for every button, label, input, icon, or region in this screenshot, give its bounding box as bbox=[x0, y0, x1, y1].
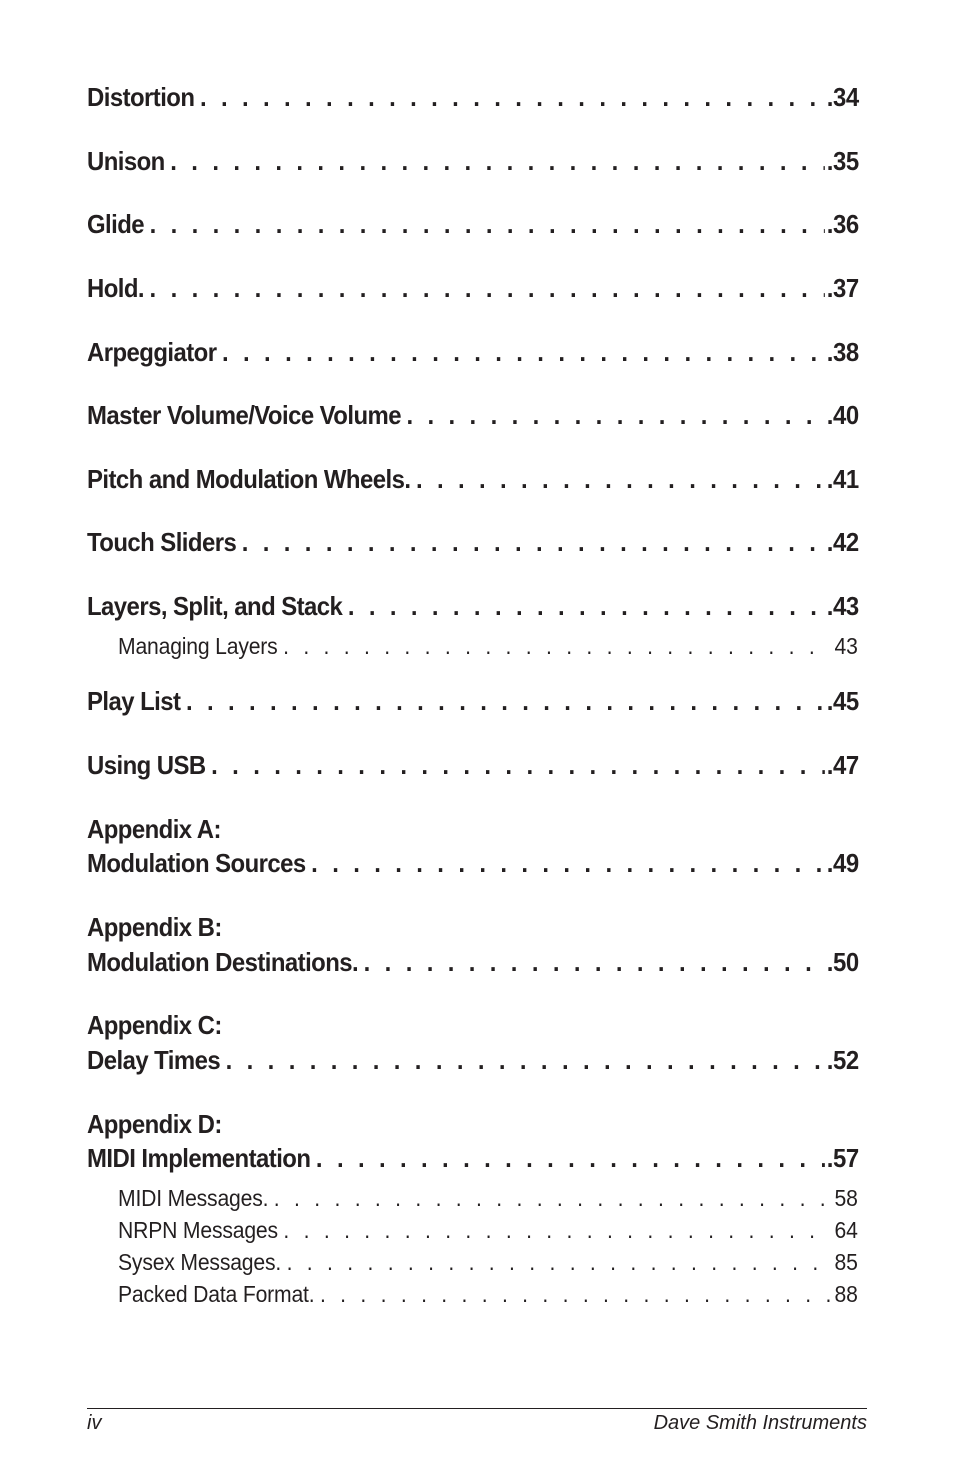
toc-entry-modulation-sources[interactable] bbox=[87, 846, 859, 880]
dot-leader bbox=[274, 1182, 831, 1214]
toc-entry-page: .37 bbox=[826, 273, 859, 303]
toc-subentry-page: 64 bbox=[834, 1217, 858, 1243]
toc-entry-pitch-mod-wheels[interactable] bbox=[87, 462, 859, 496]
toc-heading-appendix-c bbox=[87, 1008, 859, 1042]
dot-leader bbox=[316, 1141, 825, 1175]
toc-subentry-page: 88 bbox=[834, 1281, 858, 1307]
toc-entry-master-volume[interactable] bbox=[87, 398, 859, 432]
toc-entry-label: Delay Times bbox=[87, 1045, 221, 1075]
toc-subentry-managing-layers[interactable] bbox=[118, 630, 858, 662]
toc-subentry-page: 43 bbox=[834, 633, 858, 659]
dot-leader bbox=[348, 589, 825, 623]
appendix-heading: Appendix B: bbox=[87, 912, 222, 942]
toc-entry-label: Using USB bbox=[87, 750, 206, 780]
toc-subentry-sysex-messages[interactable] bbox=[118, 1246, 858, 1278]
toc-entry-label: Glide bbox=[87, 209, 145, 239]
toc-entry-page: .45 bbox=[826, 686, 859, 716]
toc-heading-appendix-d bbox=[87, 1107, 859, 1141]
toc-heading-appendix-b bbox=[87, 910, 859, 944]
toc-entry-page: .57 bbox=[826, 1143, 859, 1173]
dot-leader bbox=[364, 945, 825, 979]
toc-entry-label: Master Volume/Voice Volume bbox=[87, 400, 401, 430]
appendix-heading: Appendix C: bbox=[87, 1010, 222, 1040]
appendix-heading: Appendix D: bbox=[87, 1109, 222, 1139]
toc-entry-label: Pitch and Modulation Wheels. bbox=[87, 464, 411, 494]
toc-subentry-nrpn-messages[interactable] bbox=[118, 1214, 858, 1246]
toc-heading-appendix-a bbox=[87, 812, 859, 846]
toc-entry-page: .38 bbox=[826, 337, 859, 367]
toc-entry-hold[interactable] bbox=[87, 271, 859, 305]
toc-entry-using-usb[interactable] bbox=[87, 748, 859, 782]
dot-leader bbox=[222, 335, 825, 369]
dot-leader bbox=[283, 630, 831, 662]
toc-entry-label: Distortion bbox=[87, 82, 195, 112]
toc-entry-page: .35 bbox=[826, 146, 859, 176]
toc-subentry-page: 58 bbox=[834, 1185, 858, 1211]
dot-leader bbox=[311, 846, 825, 880]
footer-publisher: Dave Smith Instruments bbox=[653, 1412, 867, 1434]
toc-entry-label: Arpeggiator bbox=[87, 337, 217, 367]
toc-entry-label: Modulation Sources bbox=[87, 848, 306, 878]
toc-entry-label: MIDI Implementation bbox=[87, 1143, 311, 1173]
toc-subentry-page: 85 bbox=[834, 1249, 858, 1275]
dot-leader bbox=[186, 684, 825, 718]
dot-leader bbox=[150, 207, 825, 241]
toc-entry-page: .50 bbox=[826, 947, 859, 977]
toc-entry-page: .42 bbox=[826, 527, 859, 557]
toc-entry-page: .36 bbox=[826, 209, 859, 239]
toc-entry-page: .41 bbox=[826, 464, 859, 494]
toc-subentry-packed-data-format[interactable] bbox=[118, 1278, 858, 1310]
toc-subentry-label: MIDI Messages. bbox=[118, 1185, 269, 1211]
toc-subentry-label: NRPN Messages bbox=[118, 1217, 278, 1243]
toc-entry-modulation-destinations[interactable] bbox=[87, 945, 859, 979]
toc-subentry-label: Managing Layers bbox=[118, 633, 278, 659]
toc-entry-distortion[interactable] bbox=[87, 80, 859, 114]
toc-entry-label: Modulation Destinations. bbox=[87, 947, 359, 977]
toc-entry-page: .47 bbox=[826, 750, 859, 780]
dot-leader bbox=[416, 462, 825, 496]
toc-subentry-label: Sysex Messages. bbox=[118, 1249, 282, 1275]
toc-entry-arpeggiator[interactable] bbox=[87, 335, 859, 369]
toc-entry-page: .43 bbox=[826, 591, 859, 621]
toc-entry-layers[interactable] bbox=[87, 589, 859, 623]
dot-leader bbox=[200, 80, 825, 114]
dot-leader bbox=[320, 1278, 831, 1310]
dot-leader bbox=[242, 525, 825, 559]
toc-entry-label: Hold. bbox=[87, 273, 145, 303]
toc-entry-touch-sliders[interactable] bbox=[87, 525, 859, 559]
dot-leader bbox=[211, 748, 825, 782]
dot-leader bbox=[287, 1246, 831, 1278]
toc-subentry-midi-messages[interactable] bbox=[118, 1182, 858, 1214]
toc-entry-label: Touch Sliders bbox=[87, 527, 237, 557]
toc-entry-midi-implementation[interactable] bbox=[87, 1141, 859, 1175]
toc-entry-label: Play List bbox=[87, 686, 181, 716]
dot-leader bbox=[226, 1043, 825, 1077]
footer-divider bbox=[87, 1408, 867, 1409]
toc-entry-glide[interactable] bbox=[87, 207, 859, 241]
toc-subentry-label: Packed Data Format. bbox=[118, 1281, 315, 1307]
appendix-heading: Appendix A: bbox=[87, 814, 221, 844]
toc-entry-play-list[interactable] bbox=[87, 684, 859, 718]
toc-entry-delay-times[interactable] bbox=[87, 1043, 859, 1077]
toc-entry-label: Layers, Split, and Stack bbox=[87, 591, 343, 621]
toc-entry-page: .52 bbox=[826, 1045, 859, 1075]
toc-entry-page: .40 bbox=[826, 400, 859, 430]
dot-leader bbox=[150, 271, 825, 305]
toc-entry-page: .49 bbox=[826, 848, 859, 878]
toc-entry-unison[interactable] bbox=[87, 144, 859, 178]
dot-leader bbox=[283, 1214, 830, 1246]
toc-entry-page: .34 bbox=[826, 82, 859, 112]
footer-page-number: iv bbox=[87, 1412, 102, 1434]
dot-leader bbox=[406, 398, 824, 432]
toc-entry-label: Unison bbox=[87, 146, 165, 176]
dot-leader bbox=[170, 144, 825, 178]
